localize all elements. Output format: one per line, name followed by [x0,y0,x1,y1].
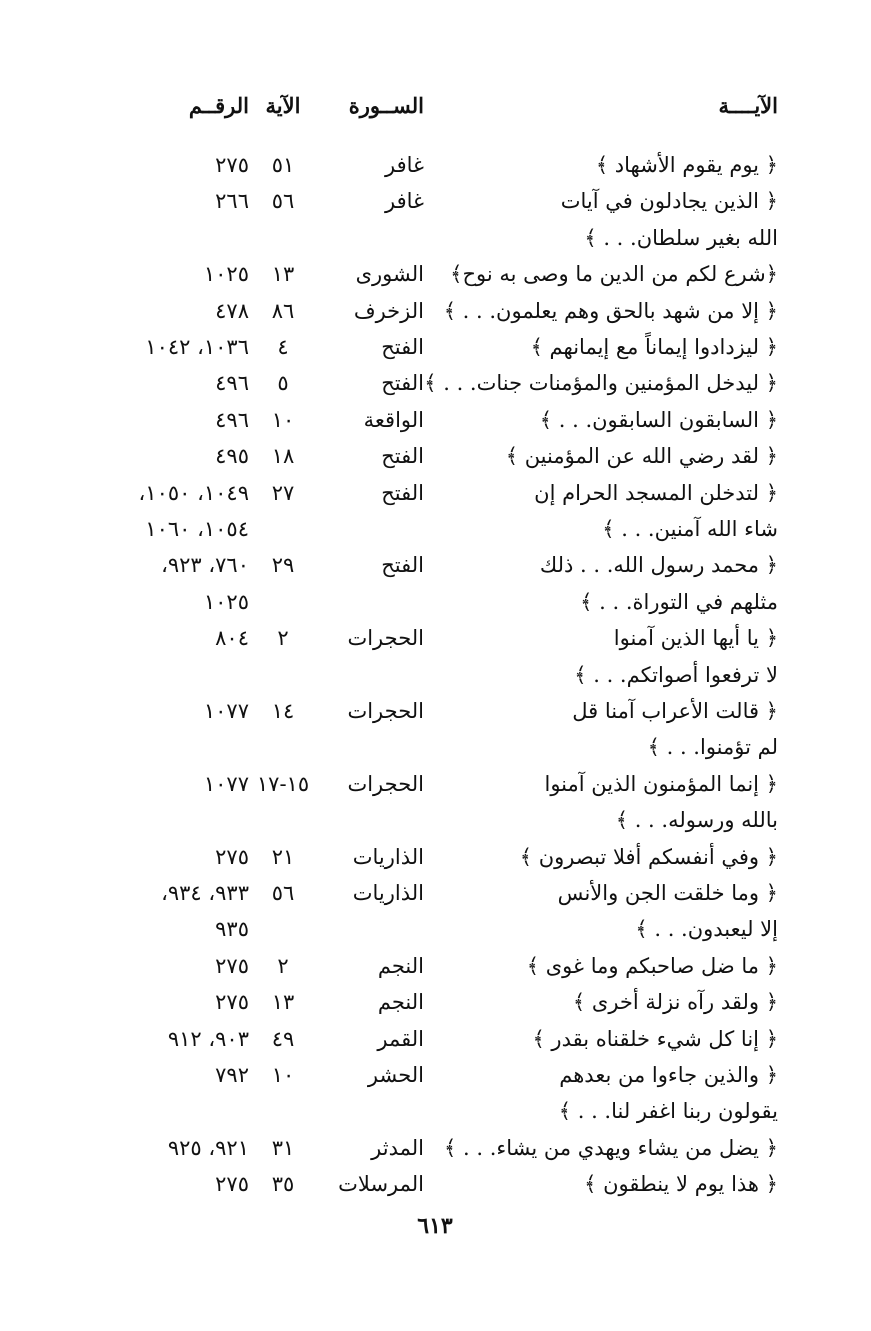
reference-numbers: ١٠٤٩، ١٠٥٠، [138,480,249,505]
surah-name [324,911,424,947]
ayah-text: ﴿ يضل من يشاء ويهدي من يشاء. . . ﴾ [444,1135,778,1160]
reference-numbers: ١٠٥٤، ١٠٦٠ [145,517,249,541]
ayah-text: ﴿ هذا يوم لا ينطقون ﴾ [584,1172,778,1197]
ayah-number: ١٨ [271,444,295,469]
surah-name [324,1093,424,1129]
ayah-text: ﴿ يا أيها الذين آمنوا [613,626,778,651]
table-row [0,657,871,693]
ayah-number: ٥٦ [271,881,295,905]
surah-name: المرسلات [338,1172,424,1197]
ayah-number: ٢٧ [271,480,295,505]
surah-name: الفتح [381,335,424,359]
surah-name: الحجرات [347,771,424,796]
reference-numbers: ٢٧٥ [215,990,249,1015]
surah-name: غافر [384,189,424,214]
surah-name: الحشر [367,1063,424,1087]
ayah-number [256,584,310,620]
table-row [0,147,871,183]
ayah-text: ﴿ إلا من شهد بالحق وهم يعلمون. . . ﴾ [443,298,778,323]
ayah-text: الله بغير سلطان. . . ﴾ [584,225,778,250]
ayah-number: ٥١ [271,153,295,177]
reference-numbers: ٢٧٥ [215,953,249,978]
header-ayah-number: الآية [265,93,301,118]
ayah-text: ﴿ الذين يجادلون في آيات [560,189,778,214]
ayah-text: لا ترفعوا أصواتكم. . . ﴾ [574,662,778,687]
ayah-number: ٤٩ [271,1026,295,1051]
table-row [0,547,871,583]
ayah-number: ١٥-١٧ [256,771,310,796]
reference-numbers [0,729,249,765]
surah-name [324,729,424,765]
ayah-number: ٢٩ [271,553,295,578]
ayah-text: ﴿ والذين جاءوا من بعدهم [559,1063,778,1087]
surah-name: الواقعة [363,407,424,432]
reference-numbers: ٨٠٤ [215,626,249,651]
reference-numbers: ١٠٣٦، ١٠٤٢ [145,335,249,359]
ayah-number [256,220,310,256]
ayah-number: ٣٥ [271,1172,295,1197]
surah-name: الفتح [381,444,424,469]
ayah-text: مثلهم في التوراة. . . ﴾ [580,589,778,614]
table-row [0,693,871,729]
reference-numbers: ٩٢١، ٩٢٥ [167,1135,249,1160]
surah-name: المدثر [371,1135,424,1160]
surah-name: النجم [377,953,424,978]
ayah-text: إلا ليعبدون. . . ﴾ [635,917,778,942]
ayah-text: بالله ورسوله. . . ﴾ [615,808,778,833]
reference-numbers: ١٠٧٧ [203,699,249,723]
reference-numbers [0,220,249,256]
surah-name: الحجرات [347,626,424,651]
reference-numbers: ١٠٢٥ [203,262,249,287]
page-number: ٦١٣ [417,1213,453,1239]
ayah-text: ﴿ إنا كل شيء خلقناه بقدر ﴾ [532,1026,778,1051]
surah-name: غافر [384,153,424,177]
surah-name: الفتح [381,371,424,396]
ayah-text: ﴿ وما خلقت الجن والأنس [557,881,778,905]
table-row [0,948,871,984]
ayah-number: ٨٦ [271,298,295,323]
reference-numbers: ٩٣٣، ٩٣٤، [161,881,249,905]
reference-numbers: ٤٩٦ [215,407,249,432]
ayah-number: ١٣ [271,990,295,1015]
ayah-text: ﴿ لقد رضي الله عن المؤمنين ﴾ [505,444,778,469]
ayah-text: ﴿ وفي أنفسكم أفلا تبصرون ﴾ [519,844,778,869]
reference-numbers: ٢٦٦ [215,189,249,214]
reference-numbers: ٤٩٦ [215,371,249,396]
surah-name: الزخرف [353,298,424,323]
table-row [0,256,871,292]
table-row [0,584,871,620]
ayah-text: يقولون ربنا اغفر لنا. . . ﴾ [558,1099,778,1124]
reference-numbers: ٢٧٥ [215,844,249,869]
ayah-number [256,729,310,765]
ayah-number: ١٠ [271,407,295,432]
table-row [0,293,871,329]
table-row [0,620,871,656]
header-ayah: الآيــــة [718,93,778,118]
surah-name: الفتح [381,553,424,578]
table-row [0,1093,871,1129]
ayah-number: ١٠ [271,1063,295,1087]
reference-numbers [0,657,249,693]
ayah-number: ٤ [277,335,289,359]
reference-numbers: ٢٧٥ [215,1172,249,1197]
reference-numbers: ٧٦٠، ٩٢٣، [161,553,249,578]
ayah-text: ﴿ ليزدادوا إيماناً مع إيمانهم ﴾ [530,335,778,359]
surah-name [324,220,424,256]
ayah-text: ﴿ يوم يقوم الأشهاد ﴾ [595,153,778,177]
reference-numbers: ٤٩٥ [215,444,249,469]
table-row [0,402,871,438]
table-row [0,1166,871,1202]
ayah-number: ٢١ [271,844,295,869]
reference-numbers [0,802,249,838]
header-surah: الســورة [348,93,424,118]
ayah-number [256,657,310,693]
table-row [0,1021,871,1057]
table-row [0,729,871,765]
ayah-number [256,1093,310,1129]
table-row [0,1130,871,1166]
table-row [0,802,871,838]
table-row [0,839,871,875]
table-row [0,475,871,511]
table-row [0,1057,871,1093]
ayah-text: ﴿ إنما المؤمنون الذين آمنوا [544,771,778,796]
ayah-text: شاء الله آمنين. . . ﴾ [602,517,778,541]
reference-numbers: ٩٣٥ [215,917,249,942]
ayah-text: ﴿ محمد رسول الله. . . ذلك [539,553,778,578]
table-row [0,911,871,947]
ayah-number: ١٣ [271,262,295,287]
table-row [0,984,871,1020]
surah-name: الحجرات [347,699,424,723]
reference-numbers: ٢٧٥ [215,153,249,177]
ayah-text: ﴿ قالت الأعراب آمنا قل [572,699,778,723]
table-header [0,88,871,124]
surah-name: الذاريات [352,881,424,905]
surah-name [324,511,424,547]
ayah-number: ٢ [277,626,289,651]
ayah-number: ١٤ [271,699,295,723]
ayah-text: ﴿ ما ضل صاحبكم وما غوى ﴾ [526,953,778,978]
table-row [0,438,871,474]
ayah-number: ٥ [277,371,289,396]
ayah-text: ﴿شرع لكم من الدين ما وصى به نوح﴾ [450,262,778,287]
reference-numbers: ٧٩٢ [215,1063,249,1087]
table-row [0,183,871,219]
ayah-text: لم تؤمنوا. . . ﴾ [647,735,778,760]
ayah-text: ﴿ لتدخلن المسجد الحرام إن [534,480,778,505]
ayah-text: ﴿ ليدخل المؤمنين والمؤمنات جنات. . . ﴾ [424,371,778,396]
surah-name: الشورى [355,262,424,287]
table-row [0,329,871,365]
surah-name: الذاريات [352,844,424,869]
table-row [0,766,871,802]
reference-numbers: ٩٠٣، ٩١٢ [167,1026,249,1051]
table-row [0,511,871,547]
ayah-number [256,911,310,947]
ayah-number: ٣١ [271,1135,295,1160]
surah-name [324,802,424,838]
ayah-text: ﴿ ولقد رآه نزلة أخرى ﴾ [572,990,778,1015]
surah-name [324,584,424,620]
table-row [0,220,871,256]
table-row [0,875,871,911]
surah-name: الفتح [381,480,424,505]
ayah-text: ﴿ السابقون السابقون. . . ﴾ [539,407,778,432]
reference-numbers [0,1093,249,1129]
table-row [0,365,871,401]
ayah-number: ٥٦ [271,189,295,214]
ayah-number [256,802,310,838]
reference-numbers: ٤٧٨ [215,298,249,323]
ayah-number [256,511,310,547]
surah-name: القمر [377,1026,424,1051]
header-ref: الرقــم [188,93,249,118]
reference-numbers: ١٠٢٥ [203,589,249,614]
reference-numbers: ١٠٧٧ [203,771,249,796]
surah-name: النجم [377,990,424,1015]
surah-name [324,657,424,693]
ayah-number: ٢ [277,953,289,978]
